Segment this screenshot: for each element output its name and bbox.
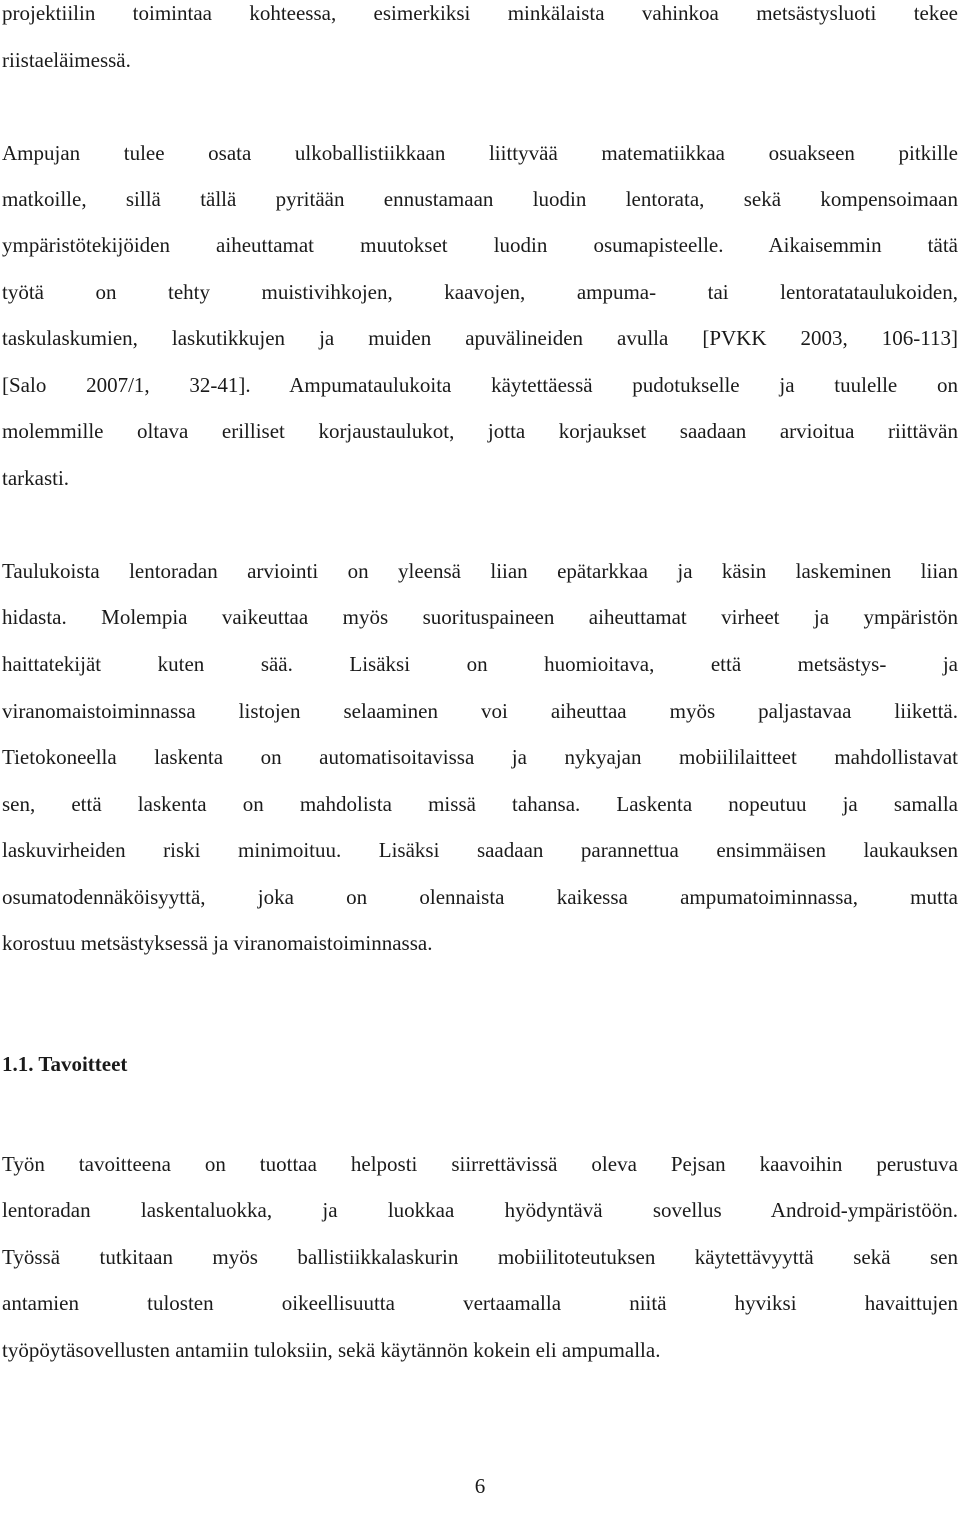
text-line: työpöytäsovellusten antamiin tuloksiin, sekä käytännön kokein eli ampumalla. <box>2 1338 661 1362</box>
section-heading <box>2 1051 127 1077</box>
text-line: Taulukoista lentoradan arviointi on yleensä liian epätarkkaa ja käsin laskeminen liian <box>2 559 958 583</box>
text-line: riistaeläimessä. <box>2 48 131 72</box>
text-line: viranomaistoiminnassa listojen selaaminen voi aiheuttaa myös paljastavaa liikettä. <box>2 699 958 723</box>
text-line: tarkasti. <box>2 466 70 490</box>
text-line: projektiilin toimintaa kohteessa, esimerkiksi minkälaista vahinkoa metsästysluoti tekee <box>2 1 958 25</box>
text-line: osumatodennäköisyyttä, joka on olennaista kaikessa ampumatoiminnassa, mutta <box>2 885 958 909</box>
text-line: Tietokoneella laskenta on automatisoitavissa ja nykyajan mobiililaitteet mahdollistavat <box>2 745 958 769</box>
text-line: korostuu metsästyksessä ja viranomaistoiminnassa. <box>2 931 433 955</box>
page-number: 6 <box>474 1474 486 1498</box>
section-title: Tavoitteet <box>38 1052 128 1076</box>
text-line: Työn tavoitteena on tuottaa helposti siirrettävissä oleva Pejsan kaavoihin perustuva <box>2 1152 958 1176</box>
text-line: taskulaskumien, laskutikkujen ja muiden apuvälineiden avulla [PVKK 2003, 106-113] <box>2 326 958 350</box>
text-line: sen, että laskenta on mahdolista missä tahansa. Laskenta nopeutuu ja samalla <box>2 792 958 816</box>
text-line: Ampujan tulee osata ulkoballistiikkaan liittyvää matematiikkaa osuakseen pitkille <box>2 141 958 165</box>
text-line: laskuvirheiden riski minimoituu. Lisäksi saadaan parannettua ensimmäisen laukauksen <box>2 838 958 862</box>
text-line: lentoradan laskentaluokka, ja luokkaa hyödyntävä sovellus Android-ympäristöön. <box>2 1198 958 1222</box>
text-line: ympäristötekijöiden aiheuttamat muutokset luodin osumapisteelle. Aikaisemmin tätä <box>2 233 958 257</box>
text-line: hidasta. Molempia vaikeuttaa myös suorituspaineen aiheuttamat virheet ja ympäristön <box>2 605 958 629</box>
text-line: matkoille, sillä tällä pyritään ennustamaan luodin lentorata, sekä kompensoimaan <box>2 187 958 211</box>
text-line: haittatekijät kuten sää. Lisäksi on huomioitava, että metsästys- ja <box>2 652 958 676</box>
text-line: [Salo 2007/1, 32-41]. Ampumataulukoita käytettäessä pudotukselle ja tuulelle on <box>2 373 958 397</box>
text-line: antamien tulosten oikeellisuutta vertaamalla niitä hyviksi havaittujen <box>2 1291 958 1315</box>
text-line: Työssä tutkitaan myös ballistiikkalaskurin mobiilitoteutuksen käytettävyyttä sekä sen <box>2 1245 958 1269</box>
text-line: molemmille oltava erilliset korjaustaulukot, jotta korjaukset saadaan arvioitua riittävän <box>2 419 958 443</box>
section-number: 1.1. <box>2 1052 34 1076</box>
text-line: työtä on tehty muistivihkojen, kaavojen, ampuma- tai lentoratataulukoiden, <box>2 280 958 304</box>
